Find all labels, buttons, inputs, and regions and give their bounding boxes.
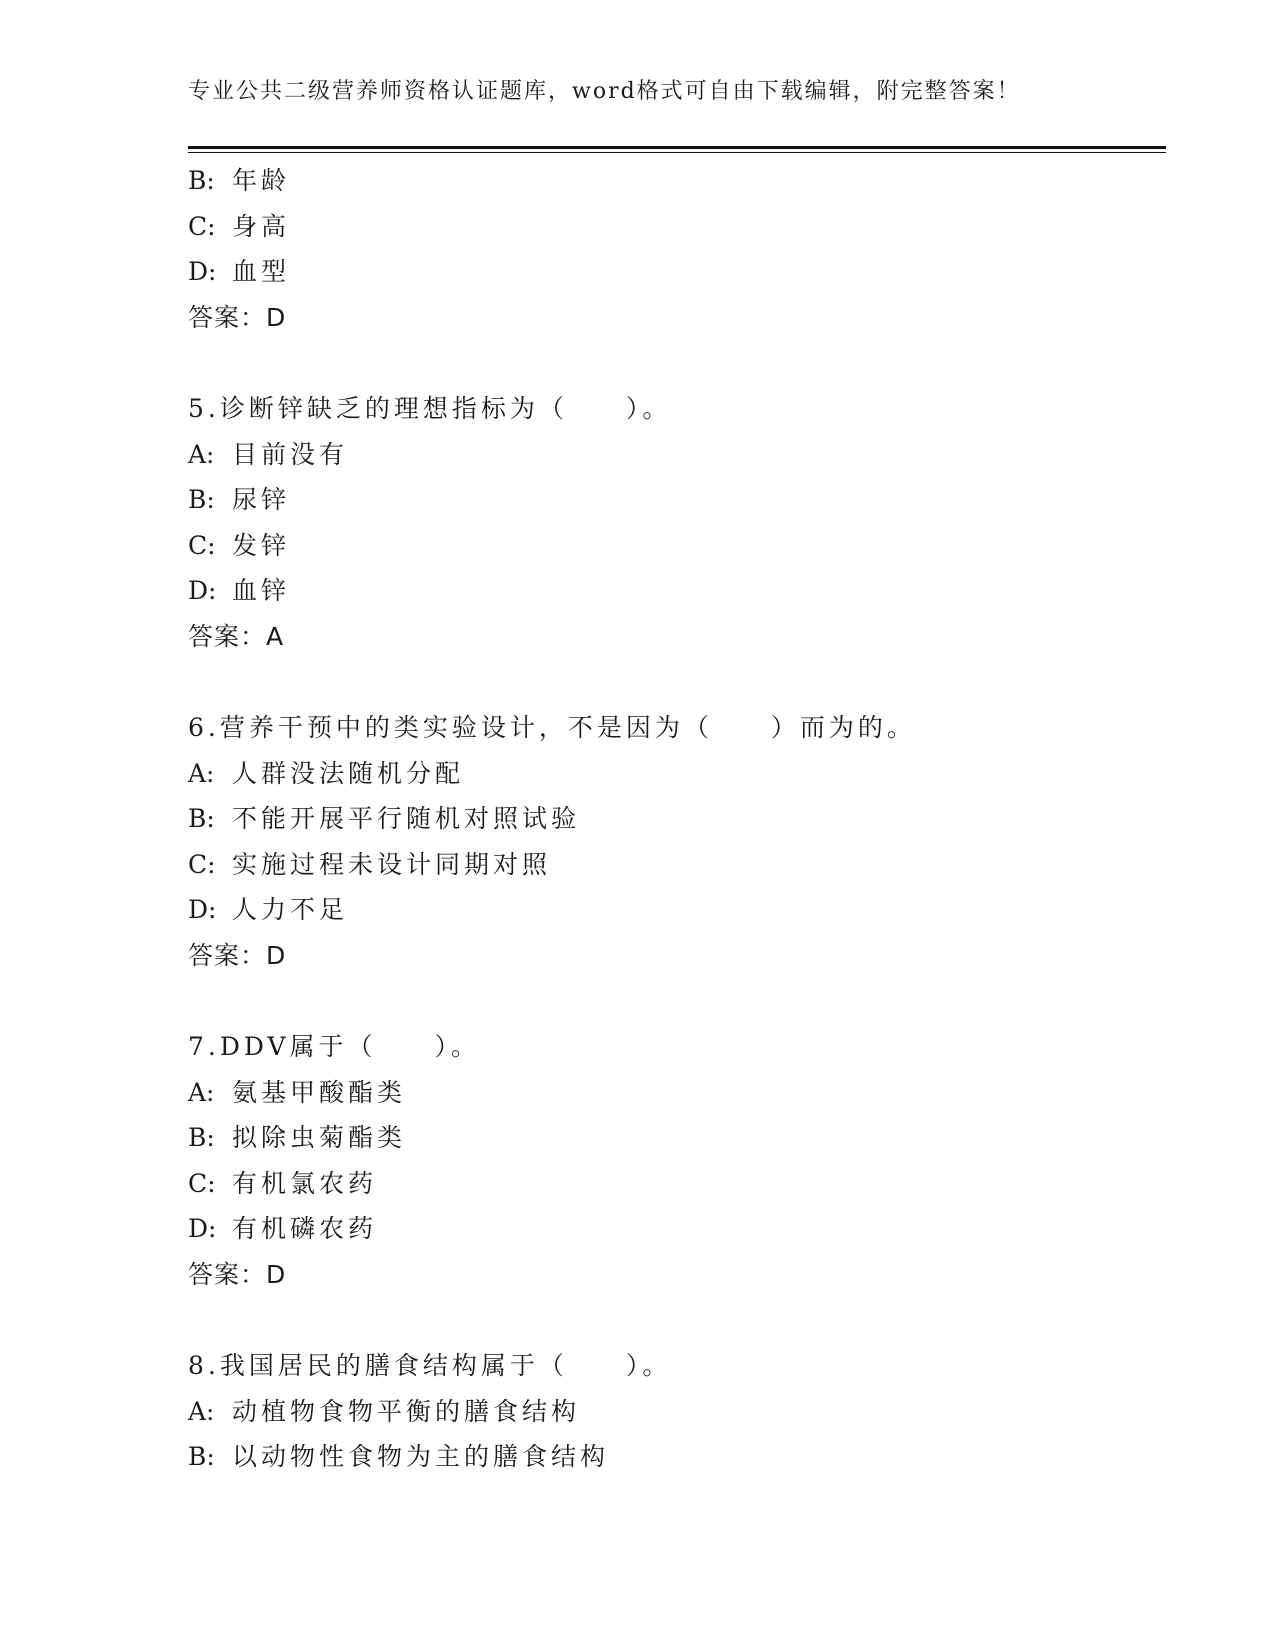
option-line: A: 氨基甲酸酯类 (188, 1077, 407, 1107)
option-line: D: 血型 (188, 257, 291, 286)
option-line: B: 以动物性食物为主的膳食结构 (188, 1442, 610, 1471)
option-line: C: 实施过程未设计同期对照 (188, 849, 552, 879)
option-line: B: 尿锌 (188, 485, 291, 514)
answer-line: 答案：D (188, 1259, 287, 1289)
option-line: B: 不能开展平行随机对照试验 (188, 804, 581, 833)
answer-line: 答案：A (188, 621, 285, 651)
question-stem: 7.DDV属于（ ）。 (188, 1032, 481, 1061)
page-header: 专业公共二级营养师资格认证题库，word格式可自由下载编辑，附完整答案！ (188, 79, 1021, 104)
question-stem: 8.我国居民的膳食结构属于（ ）。 (188, 1351, 672, 1380)
option-line: C: 发锌 (188, 530, 291, 560)
question-stem: 6.营养干预中的类实验设计，不是因为（ ）而为的。 (188, 713, 916, 742)
header-rule-thin (188, 152, 1166, 153)
option-line: D: 血锌 (188, 576, 291, 605)
option-line: C: 有机氯农药 (188, 1168, 378, 1198)
option-line: D: 人力不足 (188, 895, 349, 924)
option-line: A: 目前没有 (188, 439, 349, 469)
option-line: D: 有机磷农药 (188, 1214, 378, 1243)
option-line: C: 身高 (188, 211, 291, 241)
option-line: A: 动植物食物平衡的膳食结构 (188, 1396, 581, 1426)
header-rule-thick (188, 146, 1166, 149)
option-line: B: 年龄 (188, 166, 291, 195)
answer-line: 答案：D (188, 940, 287, 970)
question-content (188, 158, 1148, 1480)
option-line: A: 人群没法随机分配 (188, 758, 465, 788)
answer-line: 答案：D (188, 302, 287, 332)
option-line: B: 拟除虫菊酯类 (188, 1123, 407, 1152)
question-stem: 5.诊断锌缺乏的理想指标为（ ）。 (188, 394, 672, 423)
